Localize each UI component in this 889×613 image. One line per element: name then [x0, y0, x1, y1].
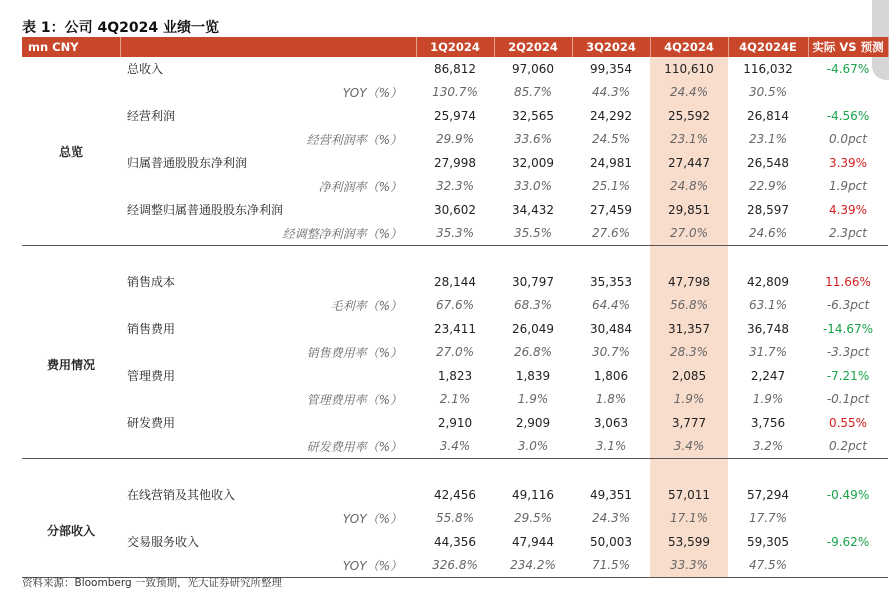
- value-cell: 26,548: [747, 155, 789, 170]
- diff-cell: 2.3pct: [808, 222, 888, 246]
- value-cell: 33.6%: [513, 132, 553, 147]
- table-row: [22, 175, 888, 199]
- value-cell: 30.5%: [748, 85, 788, 100]
- value-cell: 56.8%: [650, 294, 728, 318]
- diff-cell: 11.66%: [825, 274, 871, 289]
- value-cell: 2,085: [650, 364, 728, 388]
- table-row: [22, 388, 888, 412]
- value-cell: 50,003: [590, 534, 632, 549]
- value-cell: 24.3%: [591, 511, 631, 526]
- diff-cell: 0.2pct: [808, 435, 888, 459]
- spacer-cell: [808, 246, 888, 271]
- table-body: [22, 57, 888, 578]
- diff-cell: 1.9pct: [828, 179, 867, 194]
- diff-cell: -9.62%: [826, 534, 870, 549]
- value-cell: 32.3%: [435, 179, 475, 194]
- value-cell: 116,032: [743, 61, 793, 76]
- value-cell: 17.7%: [748, 511, 788, 526]
- table-row: [22, 198, 888, 222]
- spacer-cell: [808, 459, 888, 484]
- value-cell: 85.7%: [513, 85, 553, 100]
- value-cell: 3.4%: [650, 435, 728, 459]
- header-4q2024e: 4Q2024E: [728, 37, 808, 57]
- value-cell: 32,009: [512, 155, 554, 170]
- value-cell: 24.5%: [591, 132, 631, 147]
- metric-label: 销售费用: [127, 322, 176, 337]
- value-cell: 42,809: [747, 274, 789, 289]
- spacer-cell: [120, 459, 416, 484]
- value-cell: 47.5%: [728, 554, 808, 578]
- value-cell: 35.3%: [416, 222, 494, 246]
- value-cell: 44.3%: [591, 85, 631, 100]
- value-cell: 30,484: [590, 321, 632, 336]
- value-cell: 22.9%: [748, 179, 788, 194]
- spacer-cell: [494, 459, 572, 484]
- value-cell: 3,063: [593, 415, 629, 430]
- value-cell: 24.8%: [650, 175, 728, 199]
- header-unit: mn CNY: [22, 37, 120, 57]
- value-cell: 59,305: [747, 534, 789, 549]
- value-cell: 49,351: [590, 487, 632, 502]
- metric-label: 归属普通股股东净利润: [127, 156, 248, 171]
- ratio-label: YOY（%）: [120, 554, 416, 578]
- value-cell: 3.1%: [572, 435, 650, 459]
- value-cell: 47,944: [512, 534, 554, 549]
- header-1q2024: 1Q2024: [416, 37, 494, 57]
- ratio-label: 毛利率（%）: [330, 298, 402, 313]
- value-cell: 99,354: [590, 61, 632, 76]
- value-cell: 31,357: [650, 317, 728, 341]
- value-cell: 33.0%: [513, 179, 553, 194]
- diff-cell: -14.67%: [822, 321, 874, 336]
- value-cell: 1,806: [593, 368, 629, 383]
- metric-label: 研发费用: [127, 416, 176, 431]
- value-cell: 29.9%: [435, 132, 475, 147]
- value-cell: 25.1%: [591, 179, 631, 194]
- metric-label: 销售成本: [127, 275, 176, 290]
- spacer-cell: [650, 459, 728, 484]
- value-cell: 68.3%: [513, 298, 553, 313]
- value-cell: 44,356: [434, 534, 476, 549]
- results-table: [22, 37, 889, 578]
- value-cell: 55.8%: [435, 511, 475, 526]
- spacer-cell: [572, 246, 650, 271]
- table-row: [22, 530, 888, 554]
- value-cell: 86,812: [434, 61, 476, 76]
- value-cell: 2.1%: [439, 392, 471, 407]
- value-cell: 32,565: [512, 108, 554, 123]
- value-cell: 30.7%: [591, 345, 631, 360]
- spacer-cell: [120, 246, 416, 271]
- value-cell: 57,294: [747, 487, 789, 502]
- header-actual-vs-forecast: 实际 VS 预测: [808, 37, 888, 57]
- ratio-label: 经调整净利润率（%）: [120, 222, 416, 246]
- ratio-label: YOY（%）: [342, 85, 402, 100]
- value-cell: 1,823: [437, 368, 473, 383]
- value-cell: 63.1%: [748, 298, 788, 313]
- spacer-cell: [728, 246, 808, 271]
- value-cell: 29,851: [650, 198, 728, 222]
- value-cell: 3.0%: [494, 435, 572, 459]
- table-row: [22, 294, 888, 318]
- diff-cell: [808, 81, 888, 105]
- table-row: [22, 104, 888, 128]
- table-row: [22, 341, 888, 365]
- value-cell: 27,998: [434, 155, 476, 170]
- value-cell: 30,602: [434, 202, 476, 217]
- value-cell: 42,456: [434, 487, 476, 502]
- table-row: [22, 151, 888, 175]
- value-cell: 3.2%: [728, 435, 808, 459]
- table-row: [22, 483, 888, 507]
- source-note: 资料来源：Bloomberg 一致预期，光大证券研究所整理: [22, 577, 282, 589]
- value-cell: 31.7%: [748, 345, 788, 360]
- section-label: 费用情况: [22, 270, 120, 459]
- value-cell: 35.5%: [494, 222, 572, 246]
- value-cell: 29.5%: [513, 511, 553, 526]
- ratio-label: 研发费用率（%）: [120, 435, 416, 459]
- results-table-container: [22, 37, 886, 578]
- value-cell: 27.0%: [650, 222, 728, 246]
- value-cell: 28.3%: [650, 341, 728, 365]
- table-row: [22, 57, 888, 81]
- metric-label: 经营利润: [127, 109, 176, 124]
- diff-cell: -3.3pct: [826, 345, 870, 360]
- header-3q2024: 3Q2024: [572, 37, 650, 57]
- value-cell: 2,247: [750, 368, 786, 383]
- value-cell: 49,116: [512, 487, 554, 502]
- value-cell: 35,353: [590, 274, 632, 289]
- metric-label: 在线营销及其他收入: [127, 488, 236, 503]
- diff-cell: 0.55%: [828, 415, 868, 430]
- ratio-label: 管理费用率（%）: [306, 392, 402, 407]
- value-cell: 36,748: [747, 321, 789, 336]
- value-cell: 27,447: [650, 151, 728, 175]
- value-cell: 2,909: [515, 415, 551, 430]
- value-cell: 110,610: [650, 57, 728, 81]
- diff-cell: -7.21%: [826, 368, 870, 383]
- diff-cell: 3.39%: [828, 155, 868, 170]
- header-2q2024: 2Q2024: [494, 37, 572, 57]
- value-cell: 3,777: [650, 411, 728, 435]
- value-cell: 25,974: [434, 108, 476, 123]
- value-cell: 23,411: [434, 321, 476, 336]
- diff-cell: -4.67%: [826, 61, 870, 76]
- table-row: [22, 507, 888, 531]
- spacer-cell: [416, 246, 494, 271]
- value-cell: 2,910: [437, 415, 473, 430]
- value-cell: 30,797: [512, 274, 554, 289]
- table-row: [22, 435, 888, 459]
- spacer-cell: [728, 459, 808, 484]
- spacer-cell: [572, 459, 650, 484]
- value-cell: 326.8%: [416, 554, 494, 578]
- ratio-label: YOY（%）: [342, 511, 402, 526]
- value-cell: 130.7%: [432, 85, 478, 100]
- section-label: 分部收入: [22, 483, 120, 578]
- diff-cell: -4.56%: [826, 108, 870, 123]
- spacer-cell: [494, 246, 572, 271]
- diff-cell: -0.49%: [826, 487, 870, 502]
- value-cell: 27,459: [590, 202, 632, 217]
- value-cell: 67.6%: [435, 298, 475, 313]
- value-cell: 3,756: [750, 415, 786, 430]
- value-cell: 64.4%: [591, 298, 631, 313]
- value-cell: 24,981: [590, 155, 632, 170]
- value-cell: 53,599: [650, 530, 728, 554]
- table-row: [22, 128, 888, 152]
- value-cell: 47,798: [650, 270, 728, 294]
- value-cell: 25,592: [650, 104, 728, 128]
- diff-cell: [808, 507, 888, 531]
- ratio-label: 净利润率（%）: [318, 179, 402, 194]
- section-spacer: [22, 459, 888, 484]
- value-cell: 34,432: [512, 202, 554, 217]
- spacer-cell: [22, 246, 120, 271]
- table-header-row: [22, 37, 888, 57]
- diff-cell: 0.0pct: [828, 132, 867, 147]
- value-cell: 1.8%: [595, 392, 627, 407]
- value-cell: 23.1%: [748, 132, 788, 147]
- metric-label: 管理费用: [127, 369, 176, 384]
- value-cell: 1,839: [515, 368, 551, 383]
- value-cell: 17.1%: [650, 507, 728, 531]
- value-cell: 33.3%: [650, 554, 728, 578]
- table-row: [22, 554, 888, 578]
- header-4q2024: 4Q2024: [650, 37, 728, 57]
- table-row: [22, 411, 888, 435]
- spacer-cell: [416, 459, 494, 484]
- diff-cell: -6.3pct: [826, 298, 870, 313]
- value-cell: 26.8%: [513, 345, 553, 360]
- value-cell: 57,011: [650, 483, 728, 507]
- table-row: [22, 364, 888, 388]
- table-row: [22, 317, 888, 341]
- value-cell: 3.4%: [416, 435, 494, 459]
- value-cell: 27.0%: [435, 345, 475, 360]
- value-cell: 23.1%: [650, 128, 728, 152]
- value-cell: 1.9%: [752, 392, 784, 407]
- value-cell: 234.2%: [494, 554, 572, 578]
- value-cell: 26,814: [747, 108, 789, 123]
- ratio-label: 经营利润率（%）: [306, 132, 402, 147]
- table-row: [22, 222, 888, 246]
- value-cell: 1.9%: [650, 388, 728, 412]
- spacer-cell: [22, 459, 120, 484]
- table-row: [22, 81, 888, 105]
- value-cell: 24,292: [590, 108, 632, 123]
- value-cell: 1.9%: [517, 392, 549, 407]
- diff-cell: 4.39%: [828, 202, 868, 217]
- spacer-cell: [650, 246, 728, 271]
- value-cell: 28,144: [434, 274, 476, 289]
- value-cell: 26,049: [512, 321, 554, 336]
- value-cell: 97,060: [512, 61, 554, 76]
- section-spacer: [22, 246, 888, 271]
- header-item: [120, 37, 416, 57]
- section-label: 总览: [22, 57, 120, 246]
- metric-label: 交易服务收入: [127, 535, 200, 550]
- table-row: [22, 270, 888, 294]
- metric-label: 总收入: [127, 62, 164, 77]
- value-cell: 71.5%: [572, 554, 650, 578]
- value-cell: 24.6%: [728, 222, 808, 246]
- ratio-label: 销售费用率（%）: [306, 345, 402, 360]
- diff-cell: [808, 554, 888, 578]
- value-cell: 27.6%: [572, 222, 650, 246]
- value-cell: 24.4%: [650, 81, 728, 105]
- metric-label: 经调整归属普通股股东净利润: [127, 203, 284, 218]
- table-title: 表 1：公司 4Q2024 业绩一览: [22, 20, 219, 36]
- value-cell: 28,597: [747, 202, 789, 217]
- diff-cell: -0.1pct: [826, 392, 870, 407]
